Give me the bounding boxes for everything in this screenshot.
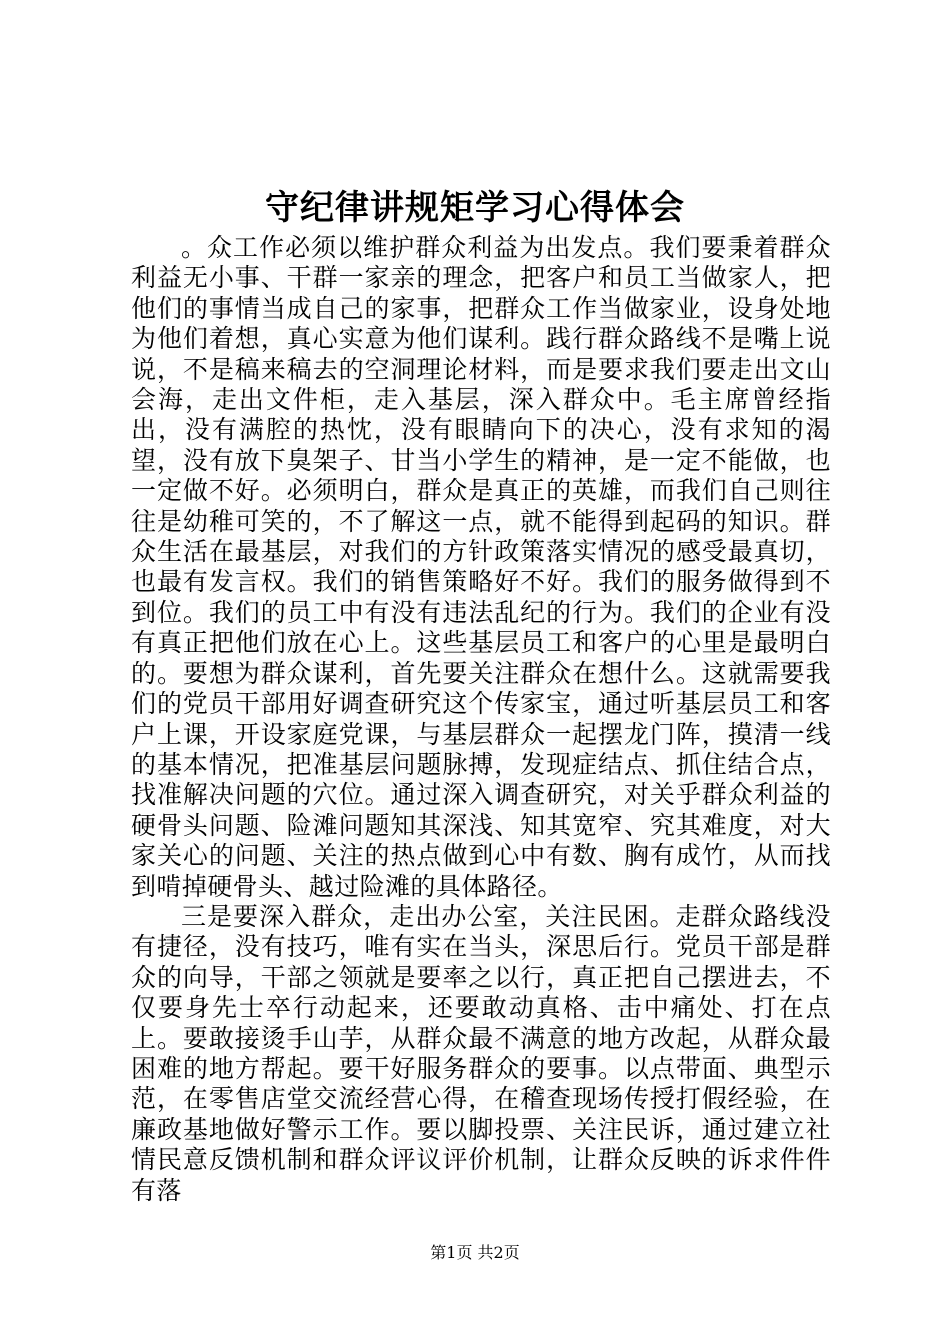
paragraph-1: 。众工作必须以维护群众利益为出发点。我们要秉着群众利益无小事、干群一家亲的理念，把客户和员工当做家人，把他们的事情当成自己的家事，把群众工作当做家业，设身处地为他们着想，真心实意为他们谋利。践行群众路线不是嘴上说说，不是稿来稿去的空洞理论材料，而是要求我们要走出文山会海，走出文件柜，走入基层，深入群众中。毛主席曾经指出，没有满腔的热忱，没有眼睛向下的决心，没有求知的渴望，没有放下臭架子、甘当小学生的精神，是一定不能做，也一定做不好。必须明白，群众是真正的英雄，而我们自己则往往是幼稚可笑的，不了解这一点，就不能得到起码的知识。群众生活在最基层，对我们的方针政策落实情况的感受最真切，也最有发言权。我们的销售策略好不好。我们的服务做得到不到位。我们的员工中有没有违法乱纪的行为。我们的企业有没有真正把他们放在心上。这些基层员工和客户的心里是最明白的。要想为群众谋利，首先要关注群众在想什么。这就需要我们的党员干部用好调查研究这个传家宝，通过听基层员工和客户上课，开设家庭党课，与基层群众一起摆龙门阵，摸清一线的基本情况，把准基层问题脉搏，发现症结点、抓住结合点，找准解决问题的穴位。通过深入调查研究，对关乎群众利益的硬骨头问题、险滩问题知其深浅、知其宽窄、究其难度，对大家关心的问题、关注的热点做到心中有数、胸有成竹，从而找到啃掉硬骨头、越过险滩的具体路径。 xyxy=(131,233,831,901)
document-body xyxy=(131,233,831,1206)
paragraph-2: 三是要深入群众，走出办公室，关注民困。走群众路线没有捷径，没有技巧，唯有实在当头，深思后行。党员干部是群众的向导，干部之领就是要率之以行，真正把自己摆进去，不仅要身先士卒行动起来，还要敢动真格、击中痛处、打在点上。要敢接烫手山芋，从群众最不满意的地方改起，从群众最困难的地方帮起。要干好服务群众的要事。以点带面、典型示范，在零售店堂交流经营心得，在稽查现场传授打假经验，在廉政基地做好警示工作。要以脚投票、关注民诉，通过建立社情民意反馈机制和群众评议评价机制，让群众反映的诉求件件有落 xyxy=(131,901,831,1205)
document-title: 守纪律讲规矩学习心得体会 xyxy=(265,188,685,228)
page-number-footer: 第1页 共2页 xyxy=(430,1243,520,1262)
